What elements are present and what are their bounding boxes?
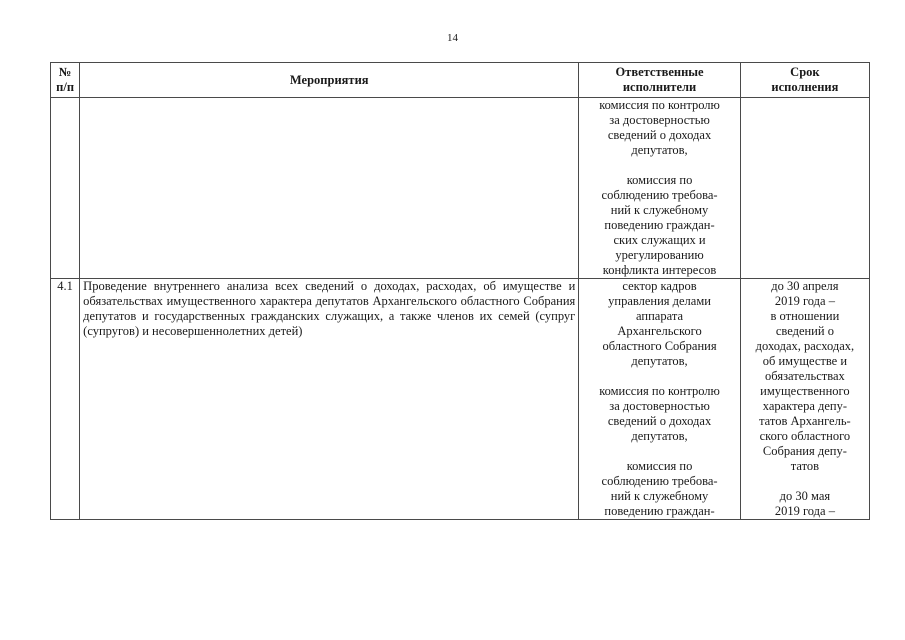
term-line: татов Архангель- [759, 414, 851, 428]
term-line: об имуществе и [762, 354, 848, 368]
term-line: имущественного [760, 384, 850, 398]
continued-number-cell [51, 98, 80, 279]
line-gap [582, 158, 737, 173]
header-number-line1: № [58, 65, 72, 79]
responsible-line: ских служащих и [613, 233, 706, 247]
responsible-line: комиссия по [626, 459, 693, 473]
line-gap [582, 369, 737, 384]
activities-table [50, 62, 870, 520]
responsible-line: сектор кадров [622, 279, 697, 293]
term-line: характера депу- [762, 399, 848, 413]
continued-term-cell [740, 98, 869, 279]
term-line: сведений о [775, 324, 834, 338]
header-responsible-line1: Ответственные [615, 65, 704, 79]
header-term [740, 63, 869, 98]
term-line: татов [790, 459, 820, 473]
continued-responsible-cell [579, 98, 741, 279]
term-line: ского областного [759, 429, 851, 443]
row-activity: Проведение внутреннего анализа всех сведений о доходах, расходах, об имуществе и обязательствах имущественного характера депутатов Архангельского областного Собрания депутатов и государственных гражданских служащих, а также членов их семей (супруг (супругов) и несовершеннолетних детей) [80, 279, 579, 520]
row-responsible-cell [579, 279, 741, 520]
responsible-line: сведений о доходах [607, 128, 712, 142]
row-number: 4.1 [51, 279, 80, 520]
term-line: до 30 апреля [771, 279, 839, 293]
term-line: обязательствах [765, 369, 845, 383]
responsible-line: за достоверностью [609, 399, 710, 413]
header-number [51, 63, 80, 98]
responsible-line: урегулированию [615, 248, 704, 262]
line-gap [582, 444, 737, 459]
term-line: 2019 года – [774, 504, 835, 518]
responsible-line: депутатов, [631, 429, 688, 443]
page-number: 14 [447, 32, 458, 44]
responsible-line: ний к служебному [610, 489, 709, 503]
responsible-line: аппарата [636, 309, 683, 323]
table-row-continued [51, 98, 870, 279]
line-gap [744, 474, 866, 489]
responsible-line: конфликта интересов [602, 263, 717, 277]
header-term-line2: исполнения [771, 80, 839, 94]
responsible-line: депутатов, [631, 143, 688, 157]
responsible-line: комиссия по [626, 173, 693, 187]
continued-activity-cell [80, 98, 579, 279]
term-line: в отношении [770, 309, 840, 323]
responsible-line: Архангельского [617, 324, 702, 338]
responsible-line: комиссия по контролю [599, 384, 720, 398]
header-term-line1: Срок [790, 65, 820, 79]
responsible-line: за достоверностью [609, 113, 710, 127]
header-activity: Мероприятия [80, 63, 579, 98]
row-term-cell [740, 279, 869, 520]
term-line: Собрания депу- [762, 444, 847, 458]
responsible-line: соблюдению требова- [601, 474, 718, 488]
term-line: доходах, расходах, [755, 339, 855, 353]
table-row-4-1 [51, 279, 870, 520]
responsible-line: областного Собрания [602, 339, 717, 353]
header-number-line2: п/п [56, 80, 75, 94]
header-responsible [579, 63, 741, 98]
responsible-line: соблюдению требова- [601, 188, 718, 202]
term-line: 2019 года – [774, 294, 835, 308]
term-line: до 30 мая [779, 489, 831, 503]
responsible-line: сведений о доходах [607, 414, 712, 428]
responsible-line: комиссия по контролю [599, 98, 720, 112]
responsible-line: поведению граждан- [604, 218, 715, 232]
table-header-row [51, 63, 870, 98]
responsible-line: депутатов, [631, 354, 688, 368]
responsible-line: управления делами [608, 294, 711, 308]
responsible-line: поведению граждан- [604, 504, 715, 518]
header-responsible-line2: исполнители [622, 80, 697, 94]
responsible-line: ний к служебному [610, 203, 709, 217]
